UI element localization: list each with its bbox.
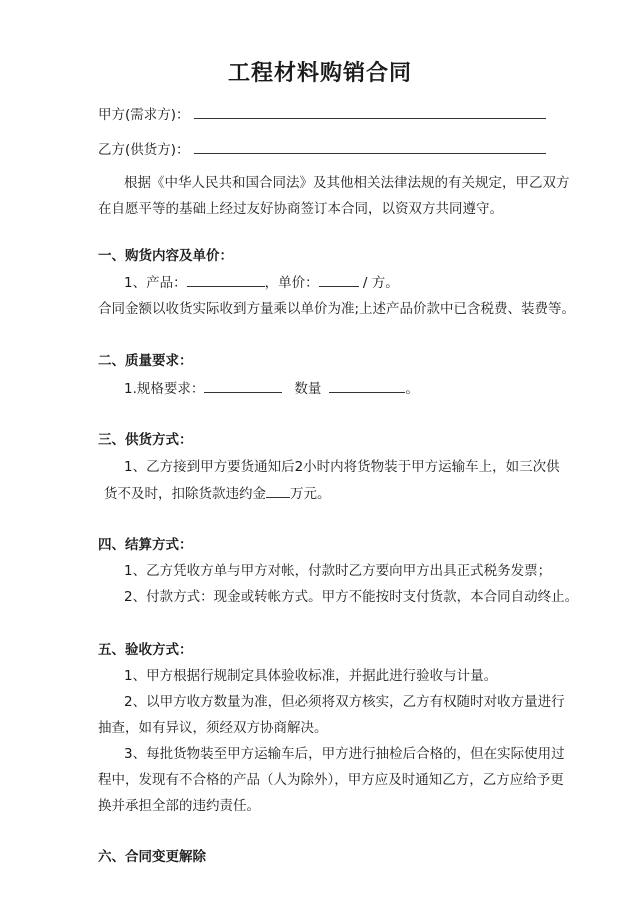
section-2-item-1: [124, 378, 419, 399]
section-5-line-4: 3、每批货物装至甲方运输车后，甲方进行抽检后合格的，但在实际使用过: [124, 746, 565, 762]
penalty-blank: [266, 483, 290, 498]
section-5-line-3: 抽查，如有异议，须经双方协商解决。: [98, 720, 328, 736]
section-3-line-2: [104, 483, 331, 504]
spec-suffix: 。: [405, 381, 419, 397]
preamble-line-1: 根据《中华人民共和国合同法》及其他相关法律法规的有关规定，甲乙双方: [124, 175, 570, 191]
product-label: 1、产品：: [124, 275, 187, 291]
party-a-blank: [194, 104, 546, 119]
party-a-label: 甲方(需求方)：: [98, 107, 190, 123]
penalty-suffix: 万元。: [290, 486, 331, 502]
penalty-label: 货不及时，扣除货款违约金: [104, 486, 266, 502]
section-4-line-2: 2、付款方式：现金或转帐方式。甲方不能按时支付货款，本合同自动终止。: [124, 589, 579, 605]
product-blank: [187, 272, 265, 287]
party-b-row: [98, 139, 546, 160]
unit-suffix: / 方。: [358, 275, 399, 291]
section-5-line-1: 1、甲方根据行规制定具体验收标准，并据此进行验收与计量。: [124, 668, 498, 684]
unit-price-label: ，单价：: [264, 275, 319, 291]
quantity-label: 数量: [294, 381, 322, 397]
spec-label: 1.规格要求：: [124, 381, 205, 397]
section-3-line-1: 1、乙方接到甲方要货通知后2小时内将货物装于甲方运输车上，如三次供: [124, 459, 560, 475]
section-5-line-5: 程中，发现有不合格的产品（人为除外），甲方应及时通知乙方，乙方应给予更: [98, 772, 564, 788]
section-5-line-2: 2、以甲方收方数量为准，但必须将双方核实，乙方有权随时对收方量进行: [124, 694, 565, 710]
section-1-item-1: [124, 272, 399, 293]
party-b-blank: [194, 139, 546, 154]
page-title: 工程材料购销合同: [227, 61, 412, 86]
section-1-para: 合同金额以收货实际收到方量乘以单价为准;上述产品价款中已含税费、装费等。: [98, 301, 576, 317]
section-5-line-6: 换并承担全部的违约责任。: [98, 798, 260, 814]
quantity-blank: [329, 378, 405, 393]
section-1-heading: 一、购货内容及单价：: [98, 248, 233, 264]
party-b-label: 乙方(供货方)：: [98, 142, 190, 158]
section-2-heading: 二、质量要求：: [98, 353, 193, 369]
party-a-row: [98, 104, 546, 125]
preamble-line-2: 在自愿平等的基础上经过友好协商签订本合同，以资双方共同遵守。: [98, 201, 503, 217]
spec-blank: [204, 378, 282, 393]
section-3-heading: 三、供货方式：: [98, 432, 193, 448]
section-5-heading: 五、验收方式：: [98, 642, 193, 658]
unit-price-blank: [319, 272, 359, 287]
section-6-heading: 六、合同变更解除: [98, 849, 206, 865]
section-4-heading: 四、结算方式：: [98, 537, 193, 553]
section-4-line-1: 1、乙方凭收方单与甲方对帐，付款时乙方要向甲方出具正式税务发票；: [124, 563, 552, 579]
